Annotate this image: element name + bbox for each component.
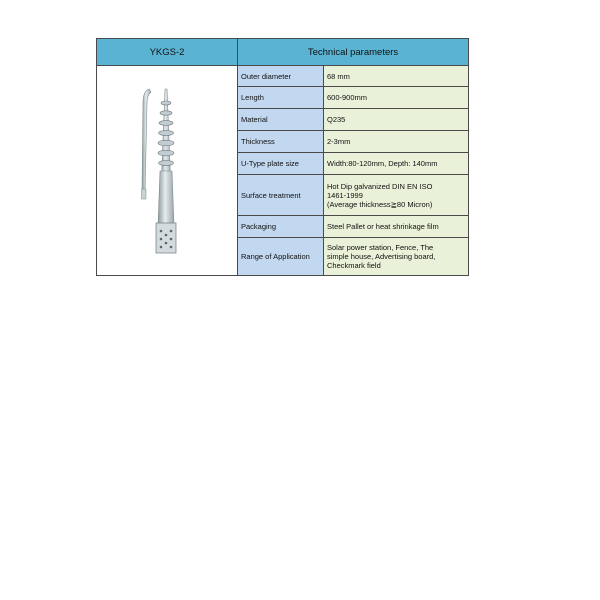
spec-value: Q235 [324, 109, 469, 131]
parameters-header: Technical parameters [238, 39, 469, 66]
spec-label: U-Type plate size [238, 153, 324, 175]
spec-label: Surface treatment [238, 175, 324, 216]
table-row [97, 66, 469, 87]
product-image-cell [97, 66, 238, 276]
spec-label: Material [238, 109, 324, 131]
spec-label: Outer diameter [238, 66, 324, 87]
model-header: YKGS-2 [97, 39, 238, 66]
spec-value: Steel Pallet or heat shrinkage film [324, 216, 469, 238]
spec-label: Range of Application [238, 238, 324, 276]
spec-value: Solar power station, Fence, The simple house, Advertising board, Checkmark field [324, 238, 469, 276]
spec-label: Thickness [238, 131, 324, 153]
spec-value: Width:80-120mm, Depth: 140mm [324, 153, 469, 175]
spec-value: 2-3mm [324, 131, 469, 153]
spec-table [96, 38, 469, 276]
header-row [97, 39, 469, 66]
spec-label: Length [238, 87, 324, 109]
spec-value: 68 mm [324, 66, 469, 87]
spec-label: Packaging [238, 216, 324, 238]
spec-value: Hot Dip galvanized DIN EN ISO 1461-1999 (Average thickness≧80 Micron) [324, 175, 469, 216]
spec-value: 600-900mm [324, 87, 469, 109]
ground-screw-pile-icon [127, 81, 207, 261]
